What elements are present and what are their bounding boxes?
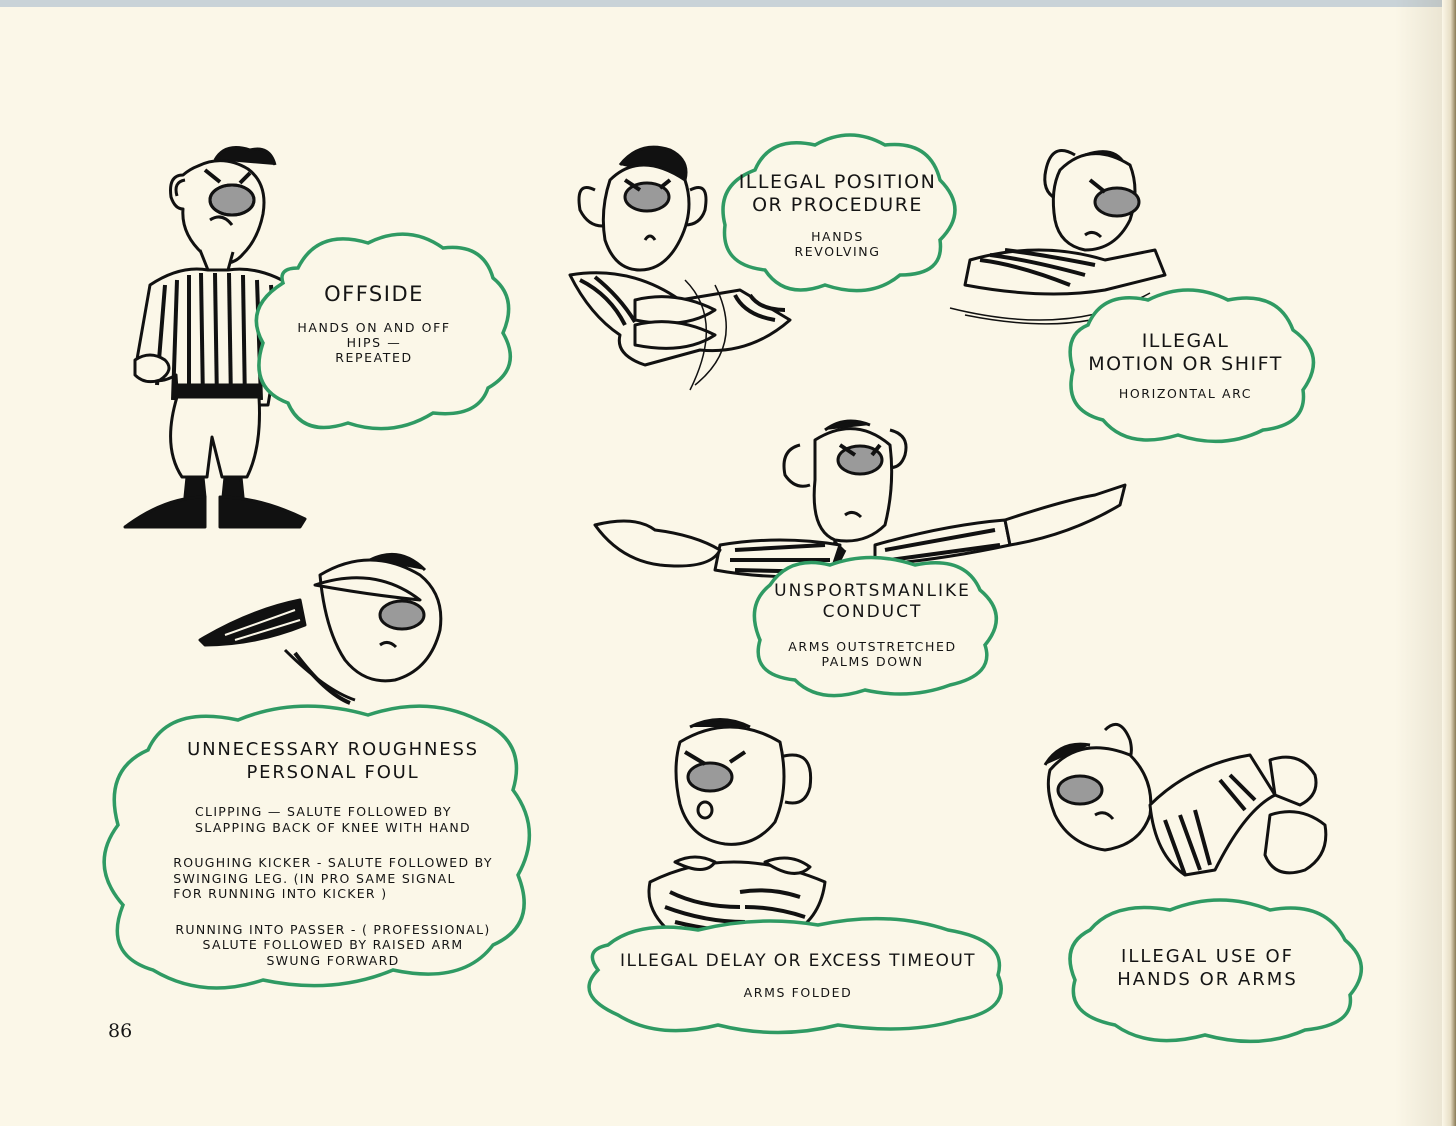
signal-title: ILLEGAL DELAY OR EXCESS TIMEOUT — [620, 951, 976, 971]
signal-title: ILLEGAL USE OF HANDS OR ARMS — [1117, 945, 1298, 990]
signal-paragraph-roughing-kicker: ROUGHING KICKER - SALUTE FOLLOWED BY SWINGING LEG. (IN PRO SAME SIGNAL FOR RUNNING INTO KICKER ) — [173, 855, 493, 901]
signal-description: HORIZONTAL ARC — [1118, 385, 1253, 401]
page-shade — [1395, 0, 1442, 1126]
page-right-edge — [1442, 0, 1456, 1126]
signal-illegal-use-of-hands — [1050, 900, 1365, 1035]
illegal-delay-referee-illustration — [630, 712, 835, 947]
scan-top-edge — [0, 0, 1456, 7]
reverse-page-bleed-through — [870, 860, 884, 888]
signal-title: ILLEGAL MOTION OR SHIFT — [1088, 329, 1283, 375]
signal-illegal-motion-or-shift — [1048, 285, 1323, 445]
illegal-use-of-hands-referee-illustration — [1035, 720, 1335, 890]
signal-description: ARMS FOLDED — [743, 985, 853, 1000]
signal-illegal-delay — [578, 920, 1018, 1030]
signal-description: HANDS ON AND OFF HIPS — REPEATED — [297, 320, 451, 365]
signal-description: HANDS REVOLVING — [794, 229, 881, 259]
page-number: 86 — [108, 1020, 133, 1042]
signal-illegal-position-or-procedure — [715, 135, 960, 295]
personal-foul-referee-illustration — [195, 545, 460, 710]
signal-title: UNNECESSARY ROUGHNESS PERSONAL FOUL — [187, 739, 479, 783]
signal-unsportsmanlike-conduct — [735, 555, 1010, 695]
signal-unnecessary-roughness — [108, 700, 558, 1025]
signal-title: UNSPORTSMANLIKE CONDUCT — [774, 581, 971, 622]
signal-title: OFFSIDE — [324, 282, 424, 306]
signal-paragraph-running-into-passer: RUNNING INTO PASSER - ( PROFESSIONAL) SALUTE FOLLOWED BY RAISED ARM SWUNG FORWARD — [175, 921, 491, 968]
signal-title: ILLEGAL POSITION OR PROCEDURE — [738, 171, 937, 216]
signal-offside — [238, 228, 510, 420]
signal-paragraph-clipping: CLIPPING — SALUTE FOLLOWED BY SLAPPING BACK OF KNEE WITH HAND — [195, 804, 471, 835]
signal-description: ARMS OUTSTRETCHED PALMS DOWN — [788, 639, 957, 669]
